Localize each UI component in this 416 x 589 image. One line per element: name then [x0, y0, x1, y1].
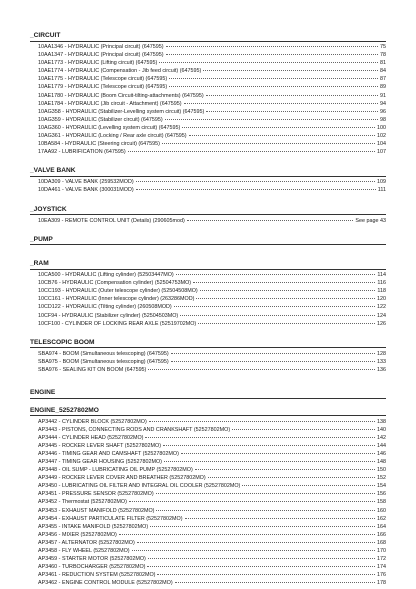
toc-entry[interactable]	[30, 579, 386, 587]
dot-leader	[136, 181, 375, 182]
toc-entry-title: 10AE1773 - HYDRAULIC (Lifting circuit) (647595)	[38, 60, 158, 67]
section-heading-pump: _PUMP	[30, 236, 386, 246]
toc-entry-title: 10CD122 - HYDRAULIC (Tilting cylinder) (260508MOD)	[38, 304, 172, 311]
toc-entry[interactable]	[30, 67, 386, 75]
toc-entry-title: AP3458 - FLY WHEEL (52527802MO)	[38, 548, 130, 555]
toc-entry[interactable]	[30, 217, 386, 225]
section-heading-engine: ENGINE	[30, 389, 386, 399]
toc-section-ram	[30, 260, 386, 328]
toc-entry-page-number: 158	[377, 499, 386, 506]
toc-entry-title: AP3454 - EXHAUST PARTICULATE FILTER (52527802MO)	[38, 515, 183, 522]
dot-leader	[206, 111, 378, 112]
toc-entry-page-number: 146	[377, 450, 386, 457]
dot-leader	[171, 361, 375, 362]
dot-leader	[232, 429, 375, 430]
toc-entry[interactable]	[30, 531, 386, 539]
toc-entry-page-number: 128	[377, 350, 386, 357]
toc-entry[interactable]	[30, 523, 386, 531]
toc-entry[interactable]	[30, 474, 386, 482]
dot-leader	[165, 119, 378, 120]
toc-entry-title: 10AE1774 - HYDRAULIC (Compensation - Jib feed circuit) (647595)	[38, 68, 202, 75]
toc-entry-page-number: 176	[377, 572, 386, 579]
toc-entry-page-number: 166	[377, 531, 386, 538]
toc-entry[interactable]	[30, 571, 386, 579]
toc-entry[interactable]	[30, 434, 386, 442]
dot-leader	[149, 421, 375, 422]
toc-entry-title: 10AE1784 - HYDRAULIC (Jib circuit - Attachment) (647595)	[38, 100, 182, 107]
toc-entry-page-number: 154	[377, 483, 386, 490]
dot-leader	[203, 70, 378, 71]
toc-entry[interactable]	[30, 116, 386, 124]
toc-entry-title: 10CF100 - CYLINDER OF LOCKING REAR AXLE (52519702MO)	[38, 320, 197, 327]
toc-entry-page-number: 78	[380, 52, 386, 59]
toc-section-engine-52527802mo	[30, 407, 386, 588]
toc-entry-title: 10AA1346 - HYDRAULIC (Principal circuit) (647595)	[38, 44, 164, 50]
dot-leader	[206, 95, 378, 96]
toc-entry[interactable]	[30, 303, 386, 311]
toc-entry[interactable]	[30, 92, 386, 100]
toc-entry[interactable]	[30, 287, 386, 295]
dot-leader	[196, 298, 375, 299]
toc-entry[interactable]	[30, 547, 386, 555]
toc-section-pump	[30, 236, 386, 246]
toc-entry[interactable]	[30, 358, 386, 366]
toc-entry-page-number: 89	[380, 84, 386, 91]
toc-entry-page-number: 91	[380, 92, 386, 99]
toc-entry-title: 10DA309 - VALVE BANK (259532MOD)	[38, 179, 134, 186]
toc-entry-page-number: 81	[380, 60, 386, 67]
toc-entry[interactable]	[30, 366, 386, 374]
toc-entry-title: AP3447 - TIMING GEAR HOUSING (52527802MO)	[38, 459, 162, 465]
toc-entry-page-number: 162	[377, 515, 386, 522]
dot-leader	[164, 461, 375, 462]
dot-leader	[169, 86, 378, 87]
toc-entry-title: 10CA500 - HYDRAULIC (Lifting cylinder) (52503447MO)	[38, 272, 174, 279]
toc-entry-page-number: 136	[377, 366, 386, 373]
dot-leader	[156, 510, 375, 511]
toc-entry-title: AP3446 - TIMING GEAR AND CAMSHAFT (52527802MO)	[38, 450, 179, 457]
toc-entry-title: 10AG358 - HYDRAULIC (Stabilizer-Levelling system circuit) (647595)	[38, 108, 205, 115]
toc-entry-page-number: 100	[377, 124, 386, 131]
dot-leader	[180, 315, 375, 316]
toc-entry[interactable]	[30, 43, 386, 51]
toc-entry[interactable]	[30, 507, 386, 515]
section-heading-joystick: _JOYSTICK	[30, 206, 386, 216]
toc-entry-title: AP3455 - INTAKE MANIFOLD (52527802MO)	[38, 523, 149, 530]
toc-entry-title: AP3444 - CYLINDER HEAD (52527802MO)	[38, 434, 144, 441]
dot-leader	[136, 189, 376, 190]
dot-leader	[174, 306, 375, 307]
toc-entry-title: SBA976 - SEALING KIT ON BOOM (647595)	[38, 366, 147, 373]
toc-entry-title: 10EA309 - REMOTE CONTROL UNIT (Details) (290605mod)	[38, 217, 185, 224]
toc-entry[interactable]	[30, 271, 386, 279]
toc-entry[interactable]	[30, 295, 386, 303]
toc-entry-page-number: 178	[377, 580, 386, 587]
toc-entry[interactable]	[30, 350, 386, 358]
toc-entry-page-number: 172	[377, 556, 386, 563]
toc-entry[interactable]	[30, 450, 386, 458]
toc-entry-title: 10AG361 - HYDRAULIC (Locking / Rear axle circuit) (647595)	[38, 133, 187, 140]
dot-leader	[187, 220, 354, 221]
dot-leader	[171, 353, 375, 354]
toc-entry-title: 10AA1347 - HYDRAULIC (Principal circuit) (647595)	[38, 52, 164, 59]
toc-entry-page-number: 122	[377, 304, 386, 311]
toc-entry[interactable]	[30, 490, 386, 498]
toc-entry-page-number: 102	[377, 133, 386, 140]
toc-entry-page-number: 94	[380, 100, 386, 107]
toc-entry-page-number: 126	[377, 320, 386, 327]
toc-entry-page-number: 148	[377, 459, 386, 465]
toc-entry-title: SBA975 - BOOM (Simultaneous telescoping) (647595)	[38, 358, 169, 365]
dot-leader	[166, 54, 378, 55]
toc-entry-page-number: 87	[380, 76, 386, 83]
toc-entry-title: AP3442 - CYLINDER BLOCK (52527802MO)	[38, 418, 147, 425]
section-heading-ram: _RAM	[30, 260, 386, 270]
toc-entry-title: 10BA584 - HYDRAULIC (Steering circuit) (647595)	[38, 141, 160, 148]
dot-leader	[181, 453, 375, 454]
dot-leader	[156, 493, 375, 494]
toc-entry-page-number: 109	[377, 179, 386, 186]
toc-entry-title: AP3450 - LUBRICATING OIL FILTER AND INTEGRAL OIL COOLER (52527802MO)	[38, 483, 241, 490]
toc-entry-page-number: 170	[377, 548, 386, 555]
toc-entry-page-number: 124	[377, 312, 386, 319]
toc-entry-page-number: 111	[377, 187, 386, 194]
toc-entry-page-number: 138	[377, 418, 386, 425]
toc-entry-page-number: 144	[377, 442, 386, 449]
toc-entry-title: AP3457 - ALTERNATOR (52527802MO)	[38, 539, 135, 546]
toc-entry-page-number: 160	[377, 507, 386, 514]
dot-leader	[208, 477, 375, 478]
toc-entry-page-number: 168	[377, 539, 386, 546]
toc-entry-page-number: 156	[377, 491, 386, 498]
toc-entry[interactable]	[30, 555, 386, 563]
toc-entry[interactable]	[30, 51, 386, 59]
toc-entry[interactable]	[30, 140, 386, 148]
toc-entry[interactable]	[30, 108, 386, 116]
toc-entry-title: 17AA92 - LUBRIFICATION (647595)	[38, 149, 126, 156]
dot-leader	[200, 290, 376, 291]
toc-section-joystick	[30, 206, 386, 225]
toc-entry-title: AP3443 - PISTONS, CONNECTING RODS AND CRANKSHAFT (52527802MO)	[38, 426, 231, 433]
toc-entry-title: 10AE1780 - HYDRAULIC (Boom Circuit-tilting-attachments) (647595)	[38, 92, 204, 99]
dot-leader	[150, 526, 375, 527]
toc-entry-page-number: 150	[377, 467, 386, 474]
toc-entry-page-number: 152	[377, 475, 386, 482]
toc-entry-page-number: 142	[377, 434, 386, 441]
toc-entry-title: 10DA461 - VALVE BANK (300031MOD)	[38, 187, 134, 194]
toc-entry[interactable]	[30, 312, 386, 320]
toc-entry[interactable]	[30, 279, 386, 287]
dot-leader	[147, 566, 375, 567]
toc-section-engine	[30, 389, 386, 399]
dot-leader	[195, 469, 375, 470]
toc-entry-page-number: 75	[380, 44, 386, 50]
toc-entry-page-number: 84	[380, 68, 386, 75]
dot-leader	[162, 143, 375, 144]
toc-entry-title: AP3453 - EXHAUST MANIFOLD (52527802MO)	[38, 507, 155, 514]
toc-entry-page-number: 118	[377, 288, 386, 295]
dot-leader	[119, 534, 375, 535]
dot-leader	[148, 558, 375, 559]
toc-entry-title: 10AE1779 - HYDRAULIC (Telescope circuit) (647595)	[38, 84, 168, 91]
toc-entry-page-number: 140	[377, 426, 386, 433]
dot-leader	[148, 369, 375, 370]
dot-leader	[185, 518, 376, 519]
dot-leader	[176, 274, 376, 275]
toc-entry-title: AP3445 - ROCKER LEVER SHAFT (52527802MO)	[38, 442, 162, 449]
toc-entry[interactable]	[30, 132, 386, 140]
toc-entry[interactable]	[30, 59, 386, 67]
section-heading-valve-bank: _VALVE BANK	[30, 167, 386, 177]
toc-entry-title: 10AE1775 - HYDRAULIC (Telescope circuit) (647595)	[38, 76, 168, 83]
toc-entry[interactable]	[30, 100, 386, 108]
toc-entry[interactable]	[30, 124, 386, 132]
toc-entry-title: 10AG359 - HYDRAULIC (Stabilizer circuit) (647595)	[38, 116, 163, 123]
dot-leader	[189, 135, 375, 136]
dot-leader	[137, 542, 375, 543]
toc-entry-title: AP3452 - Thermostat (52527802MO)	[38, 499, 127, 506]
toc-entry-title: 10CC193 - HYDRAULIC (Outer telescope cylinder) (52504508MO)	[38, 288, 198, 295]
toc-entry[interactable]	[30, 563, 386, 571]
toc-entry-page-number: 98	[380, 116, 386, 123]
toc-entry-title: AP3449 - ROCKER LEVER COVER AND BREATHER (52527802MO)	[38, 475, 206, 482]
toc-entry[interactable]	[30, 442, 386, 450]
toc-entry[interactable]	[30, 186, 386, 194]
toc-entry[interactable]	[30, 178, 386, 186]
toc-entry-page-number: 96	[380, 108, 386, 115]
section-heading-engine-52527802mo: ENGINE_52527802MO	[30, 407, 386, 417]
toc-section-valve-bank	[30, 167, 386, 194]
section-heading-circuit: _CIRCUIT	[30, 32, 386, 42]
toc-entry-title: 10CC161 - HYDRAULIC (Inner telescope cylinder) (263286MOD)	[38, 296, 195, 303]
toc-entry-title: AP3456 - MIXER (52527802MO)	[38, 531, 117, 538]
toc-entry-page-number: 114	[377, 272, 386, 279]
toc-entry[interactable]	[30, 458, 386, 466]
toc-entry-title: 10AG360 - HYDRAULIC (Levelling system circuit) (647595)	[38, 124, 181, 131]
toc-entry[interactable]	[30, 498, 386, 506]
dot-leader	[242, 485, 375, 486]
toc-entry-page-number: 164	[377, 523, 386, 530]
toc-section-circuit	[30, 32, 386, 156]
toc-section-telescopic-boom	[30, 339, 386, 374]
toc-entry-page-number: 133	[377, 358, 386, 365]
dot-leader	[128, 151, 375, 152]
toc-entry-title: AP3451 - PRESSURE SENSOR (52527802MO)	[38, 491, 154, 498]
toc-entry-title: AP3448 - OIL SUMP - LUBRICATING OIL PUMP (52527802MO)	[38, 467, 193, 474]
toc-entry[interactable]	[30, 482, 386, 490]
toc-entry-title: AP3460 - TURBOCHARGER (52527802MO)	[38, 564, 146, 571]
dot-leader	[157, 574, 375, 575]
toc-entry-page-number: 104	[377, 141, 386, 148]
toc-entry-title: SBA974 - BOOM (Simultaneous telescoping) (647595)	[38, 350, 169, 357]
toc-entry-page-number: 107	[377, 149, 386, 156]
toc-entry[interactable]	[30, 418, 386, 426]
toc-entry[interactable]	[30, 539, 386, 547]
toc-entry[interactable]	[30, 515, 386, 523]
dot-leader	[198, 323, 375, 324]
toc-entry-title: 10CF94 - HYDRAULIC (Stabilizer cylinder) (52504503MO)	[38, 312, 179, 319]
toc-entry[interactable]	[30, 148, 386, 156]
toc-entry[interactable]	[30, 466, 386, 474]
dot-leader	[193, 282, 375, 283]
toc-entry[interactable]	[30, 320, 386, 328]
toc-entry-page-number: 120	[377, 296, 386, 303]
toc-entry-page-number: 174	[377, 564, 386, 571]
dot-leader	[145, 437, 375, 438]
toc-entry-title: AP3462 - ENGINE CONTROL MODULE (52527802MO)	[38, 580, 173, 587]
toc-entry-title: AP3459 - STARTER MOTOR (52527802MO)	[38, 556, 146, 563]
dot-leader	[159, 62, 378, 63]
toc-entry[interactable]	[30, 75, 386, 83]
dot-leader	[132, 550, 375, 551]
toc-entry-title: AP3461 - REDUCTION SYSTEM (52527802MO)	[38, 572, 156, 579]
dot-leader	[169, 78, 378, 79]
toc-entry[interactable]	[30, 426, 386, 434]
toc-entry[interactable]	[30, 83, 386, 91]
dot-leader	[166, 46, 378, 47]
toc-entry-page-number: See page 43	[355, 217, 386, 224]
dot-leader	[182, 127, 375, 128]
dot-leader	[184, 103, 378, 104]
toc-entry-page-number: 116	[377, 280, 386, 287]
dot-leader	[129, 501, 375, 502]
dot-leader	[163, 445, 375, 446]
dot-leader	[175, 582, 375, 583]
section-heading-telescopic-boom: TELESCOPIC BOOM	[30, 339, 386, 349]
toc-entry-title: 10CB76 - HYDRAULIC (Compensation cylinder) (52504753MO)	[38, 280, 192, 287]
